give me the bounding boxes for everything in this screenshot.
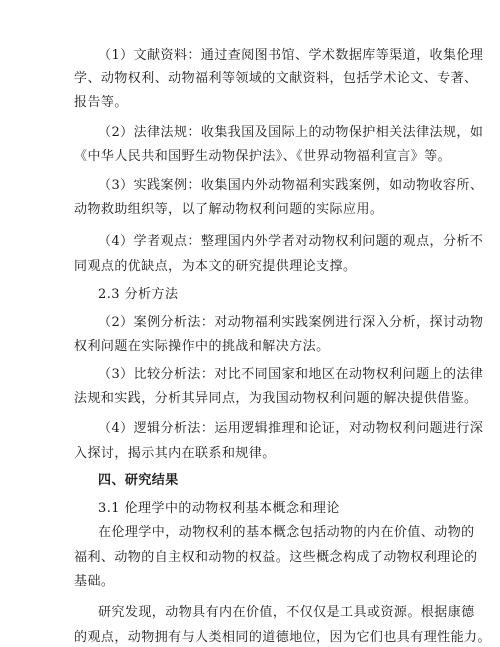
paragraph-concepts-line-1: 在伦理学中，动物权利的基本概念包括动物的内在价值、动物的	[98, 525, 475, 540]
paragraph-concepts-line-3: 基础。	[74, 574, 115, 589]
paragraph-case-analysis-line-2: 权利问题在实际操作中的挑战和解决方法。	[74, 339, 330, 354]
paragraph-findings-line-1: 研究发现，动物具有内在价值，不仅仅是工具或资源。根据康德	[98, 605, 475, 620]
paragraph-scholars-line-1: （4）学者观点：整理国内外学者对动物权利问题的观点，分析不	[98, 234, 484, 249]
paragraph-laws-line-2: 《中华人民共和国野生动物保护法》、《世界动物福利宣言》等。	[74, 149, 452, 164]
paragraph-literature-line-1: （1）文献资料：通过查阅图书馆、学术数据库等渠道，收集伦理	[98, 48, 484, 63]
paragraph-case-analysis-line-1: （2）案例分析法：对动物福利实践案例进行深入分析，探讨动物	[98, 315, 484, 330]
paragraph-comparative-line-1: （3）比较分析法：对比不同国家和地区在动物权利问题上的法律	[98, 367, 484, 382]
paragraph-logical-line-2: 入探讨，揭示其内在联系和规律。	[74, 446, 276, 461]
chapter-heading-results: 四、研究结果	[98, 473, 179, 488]
paragraph-concepts-line-2: 福利、动物的自主权和动物的权益。这些概念构成了动物权利理论的	[74, 550, 478, 565]
paragraph-logical-line-1: （4）逻辑分析法：运用逻辑推理和论证，对动物权利问题进行深	[98, 421, 484, 436]
paragraph-scholars-line-2: 同观点的优缺点，为本文的研究提供理论支撑。	[74, 259, 357, 274]
paragraph-cases-line-2: 动物救助组织等，以了解动物权利问题的实际应用。	[74, 202, 384, 217]
paragraph-cases-line-1: （3）实践案例：收集国内外动物福利实践案例，如动物收容所、	[98, 178, 484, 193]
paragraph-findings-line-2: 的观点，动物拥有与人类相同的道德地位，因为它们也具有理性能力。	[74, 630, 491, 645]
section-heading-basic-concepts: 3.1 伦理学中的动物权利基本概念和理论	[98, 501, 340, 516]
paragraph-literature-line-3: 报告等。	[74, 95, 128, 110]
paragraph-comparative-line-2: 法规和实践，分析其异同点，为我国动物权利问题的解决提供借鉴。	[74, 391, 478, 406]
section-heading-analysis-methods: 2.3 分析方法	[98, 287, 179, 302]
paragraph-literature-line-2: 学、动物权利、动物福利等领域的文献资料，包括学术论文、专著、	[74, 71, 478, 86]
paragraph-laws-line-1: （2）法律法规：收集我国及国际上的动物保护相关法律法规，如	[98, 125, 484, 140]
